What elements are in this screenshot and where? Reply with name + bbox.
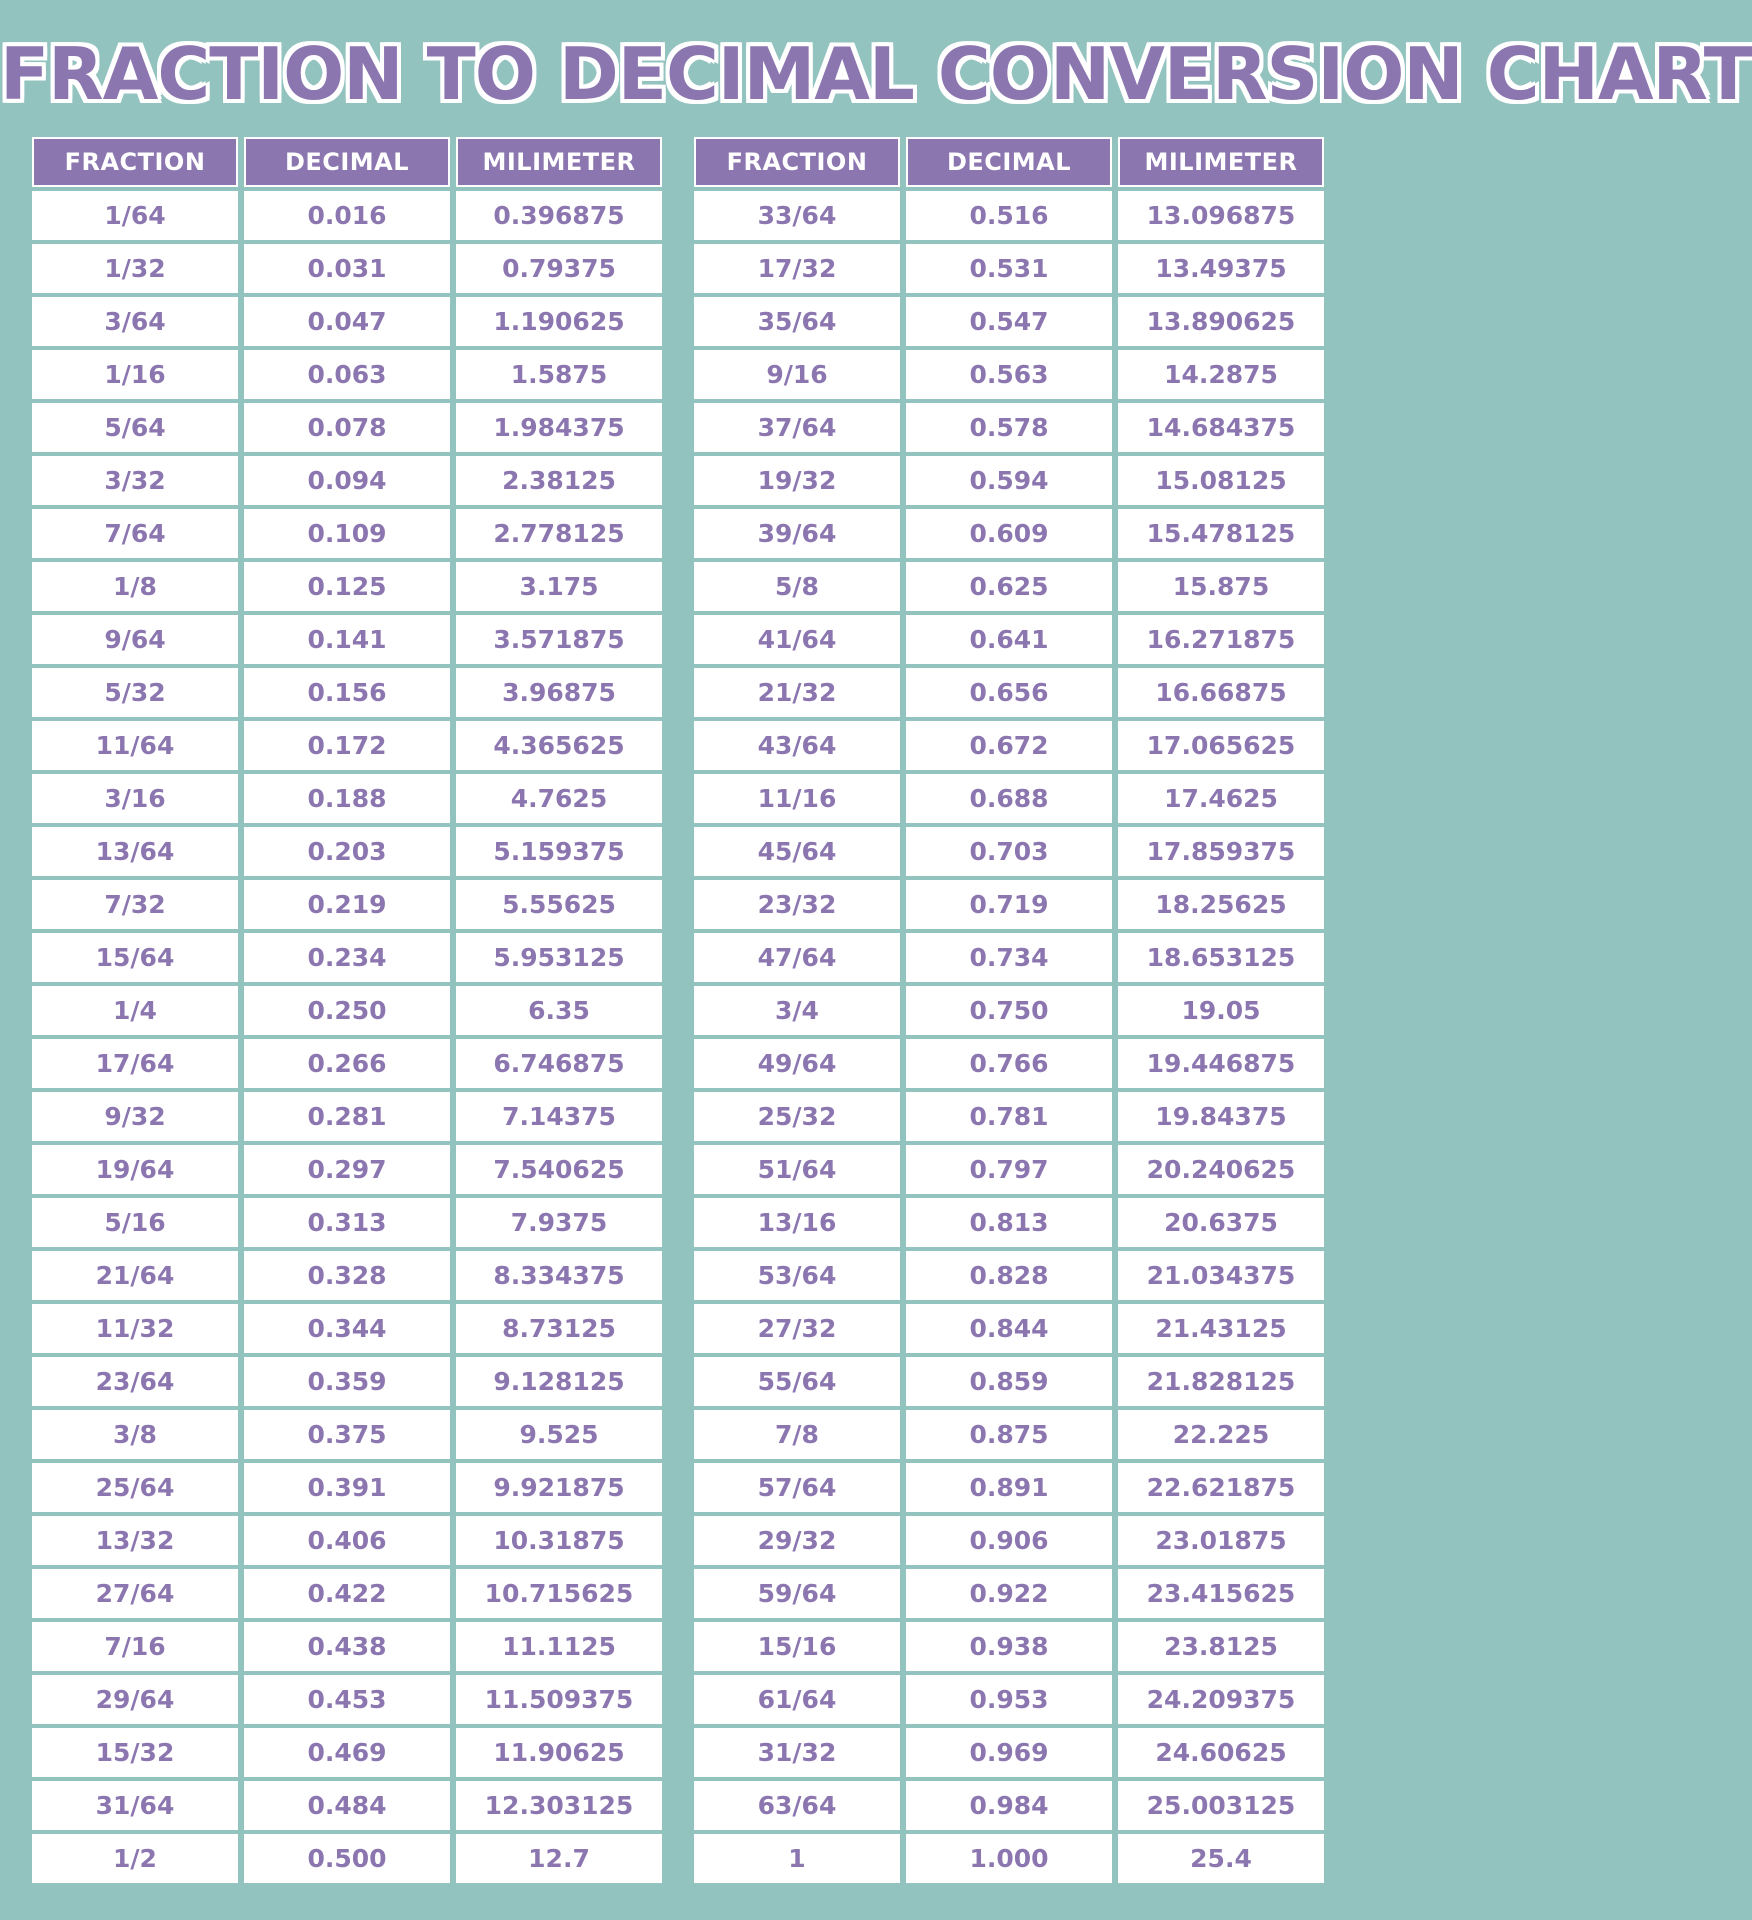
milimeter-cell: 10.715625: [456, 1569, 662, 1618]
table-row: [694, 509, 1324, 558]
decimal-cell: 0.781: [906, 1092, 1112, 1141]
table-row: [694, 1463, 1324, 1512]
table-row: [32, 1622, 662, 1671]
milimeter-cell: 13.49375: [1118, 244, 1324, 293]
milimeter-cell: 23.01875: [1118, 1516, 1324, 1565]
milimeter-cell: 15.875: [1118, 562, 1324, 611]
milimeter-cell: 6.746875: [456, 1039, 662, 1088]
fraction-cell: 11/32: [32, 1304, 238, 1353]
column-header-fraction: FRACTION: [32, 137, 238, 187]
table-row: [694, 191, 1324, 240]
table-row: [32, 1516, 662, 1565]
milimeter-cell: 13.890625: [1118, 297, 1324, 346]
table-row: [694, 986, 1324, 1035]
fraction-cell: 7/64: [32, 509, 238, 558]
decimal-cell: 0.344: [244, 1304, 450, 1353]
decimal-cell: 0.094: [244, 456, 450, 505]
conversion-table-left: [32, 137, 662, 1887]
milimeter-cell: 17.859375: [1118, 827, 1324, 876]
decimal-cell: 0.484: [244, 1781, 450, 1830]
decimal-cell: 0.375: [244, 1410, 450, 1459]
fraction-cell: 17/32: [694, 244, 900, 293]
fraction-cell: 15/64: [32, 933, 238, 982]
fraction-cell: 45/64: [694, 827, 900, 876]
decimal-cell: 0.453: [244, 1675, 450, 1724]
table-row: [694, 933, 1324, 982]
table-row: [32, 403, 662, 452]
decimal-cell: 0.031: [244, 244, 450, 293]
decimal-cell: 0.281: [244, 1092, 450, 1141]
table-row: [32, 721, 662, 770]
milimeter-cell: 1.190625: [456, 297, 662, 346]
decimal-cell: 0.906: [906, 1516, 1112, 1565]
table-row: [32, 1357, 662, 1406]
table-header-row: [694, 137, 1324, 187]
fraction-cell: 13/64: [32, 827, 238, 876]
table-row: [32, 297, 662, 346]
fraction-cell: 1/64: [32, 191, 238, 240]
decimal-cell: 0.078: [244, 403, 450, 452]
milimeter-cell: 24.60625: [1118, 1728, 1324, 1777]
decimal-cell: 0.359: [244, 1357, 450, 1406]
table-row: [694, 1622, 1324, 1671]
fraction-cell: 63/64: [694, 1781, 900, 1830]
table-row: [32, 986, 662, 1035]
milimeter-cell: 9.525: [456, 1410, 662, 1459]
decimal-cell: 0.734: [906, 933, 1112, 982]
fraction-cell: 7/16: [32, 1622, 238, 1671]
table-row: [694, 1781, 1324, 1830]
decimal-cell: 0.297: [244, 1145, 450, 1194]
milimeter-cell: 18.653125: [1118, 933, 1324, 982]
milimeter-cell: 7.14375: [456, 1092, 662, 1141]
decimal-cell: 0.188: [244, 774, 450, 823]
decimal-cell: 0.750: [906, 986, 1112, 1035]
decimal-cell: 0.672: [906, 721, 1112, 770]
fraction-cell: 9/16: [694, 350, 900, 399]
table-row: [694, 1569, 1324, 1618]
decimal-cell: 0.109: [244, 509, 450, 558]
milimeter-cell: 19.84375: [1118, 1092, 1324, 1141]
fraction-cell: 39/64: [694, 509, 900, 558]
fraction-cell: 17/64: [32, 1039, 238, 1088]
milimeter-cell: 11.1125: [456, 1622, 662, 1671]
fraction-cell: 55/64: [694, 1357, 900, 1406]
table-row: [32, 827, 662, 876]
fraction-cell: 19/32: [694, 456, 900, 505]
fraction-cell: 7/8: [694, 1410, 900, 1459]
table-row: [694, 668, 1324, 717]
milimeter-cell: 23.8125: [1118, 1622, 1324, 1671]
table-row: [32, 244, 662, 293]
fraction-cell: 19/64: [32, 1145, 238, 1194]
milimeter-cell: 23.415625: [1118, 1569, 1324, 1618]
table-header-row: [32, 137, 662, 187]
table-row: [694, 721, 1324, 770]
decimal-cell: 0.578: [906, 403, 1112, 452]
milimeter-cell: 11.509375: [456, 1675, 662, 1724]
table-row: [694, 350, 1324, 399]
decimal-cell: 0.313: [244, 1198, 450, 1247]
fraction-cell: 49/64: [694, 1039, 900, 1088]
fraction-cell: 21/32: [694, 668, 900, 717]
decimal-cell: 0.891: [906, 1463, 1112, 1512]
fraction-cell: 5/16: [32, 1198, 238, 1247]
fraction-cell: 27/64: [32, 1569, 238, 1618]
milimeter-cell: 3.571875: [456, 615, 662, 664]
table-row: [694, 456, 1324, 505]
decimal-cell: 0.828: [906, 1251, 1112, 1300]
decimal-cell: 0.641: [906, 615, 1112, 664]
table-row: [694, 1251, 1324, 1300]
decimal-cell: 0.141: [244, 615, 450, 664]
fraction-cell: 29/64: [32, 1675, 238, 1724]
decimal-cell: 0.266: [244, 1039, 450, 1088]
fraction-cell: 25/32: [694, 1092, 900, 1141]
milimeter-cell: 4.7625: [456, 774, 662, 823]
decimal-cell: 0.813: [906, 1198, 1112, 1247]
table-row: [694, 1516, 1324, 1565]
milimeter-cell: 0.79375: [456, 244, 662, 293]
decimal-cell: 0.328: [244, 1251, 450, 1300]
table-row: [32, 191, 662, 240]
fraction-cell: 47/64: [694, 933, 900, 982]
decimal-cell: 0.938: [906, 1622, 1112, 1671]
table-row: [694, 827, 1324, 876]
milimeter-cell: 7.540625: [456, 1145, 662, 1194]
table-row: [694, 1834, 1324, 1883]
fraction-cell: 1/2: [32, 1834, 238, 1883]
decimal-cell: 0.516: [906, 191, 1112, 240]
decimal-cell: 0.063: [244, 350, 450, 399]
decimal-cell: 0.391: [244, 1463, 450, 1512]
fraction-cell: 31/32: [694, 1728, 900, 1777]
decimal-cell: 0.125: [244, 562, 450, 611]
milimeter-cell: 22.225: [1118, 1410, 1324, 1459]
table-row: [32, 562, 662, 611]
decimal-cell: 0.609: [906, 509, 1112, 558]
column-header-milimeter: MILIMETER: [456, 137, 662, 187]
decimal-cell: 0.922: [906, 1569, 1112, 1618]
milimeter-cell: 9.921875: [456, 1463, 662, 1512]
table-row: [32, 1728, 662, 1777]
table-row: [32, 1781, 662, 1830]
milimeter-cell: 25.003125: [1118, 1781, 1324, 1830]
milimeter-cell: 3.175: [456, 562, 662, 611]
fraction-cell: 53/64: [694, 1251, 900, 1300]
milimeter-cell: 2.38125: [456, 456, 662, 505]
milimeter-cell: 20.6375: [1118, 1198, 1324, 1247]
table-row: [694, 1145, 1324, 1194]
decimal-cell: 0.766: [906, 1039, 1112, 1088]
fraction-cell: 23/64: [32, 1357, 238, 1406]
decimal-cell: 0.844: [906, 1304, 1112, 1353]
milimeter-cell: 19.05: [1118, 986, 1324, 1035]
milimeter-cell: 21.828125: [1118, 1357, 1324, 1406]
decimal-cell: 0.016: [244, 191, 450, 240]
milimeter-cell: 10.31875: [456, 1516, 662, 1565]
table-row: [32, 1039, 662, 1088]
fraction-cell: 13/16: [694, 1198, 900, 1247]
milimeter-cell: 17.065625: [1118, 721, 1324, 770]
milimeter-cell: 2.778125: [456, 509, 662, 558]
table-row: [32, 774, 662, 823]
table-row: [32, 1198, 662, 1247]
decimal-cell: 0.500: [244, 1834, 450, 1883]
table-row: [32, 350, 662, 399]
milimeter-cell: 12.7: [456, 1834, 662, 1883]
table-row: [32, 880, 662, 929]
decimal-cell: 0.172: [244, 721, 450, 770]
table-row: [694, 1357, 1324, 1406]
decimal-cell: 0.219: [244, 880, 450, 929]
milimeter-cell: 8.334375: [456, 1251, 662, 1300]
table-row: [32, 1410, 662, 1459]
decimal-cell: 0.797: [906, 1145, 1112, 1194]
milimeter-cell: 24.209375: [1118, 1675, 1324, 1724]
milimeter-cell: 18.25625: [1118, 880, 1324, 929]
decimal-cell: 0.953: [906, 1675, 1112, 1724]
milimeter-cell: 9.128125: [456, 1357, 662, 1406]
decimal-cell: 0.047: [244, 297, 450, 346]
table-row: [32, 456, 662, 505]
fraction-cell: 3/4: [694, 986, 900, 1035]
fraction-cell: 5/8: [694, 562, 900, 611]
fraction-cell: 25/64: [32, 1463, 238, 1512]
fraction-cell: 13/32: [32, 1516, 238, 1565]
table-row: [32, 1569, 662, 1618]
decimal-cell: 0.547: [906, 297, 1112, 346]
milimeter-cell: 13.096875: [1118, 191, 1324, 240]
fraction-cell: 1/8: [32, 562, 238, 611]
milimeter-cell: 4.365625: [456, 721, 662, 770]
decimal-cell: 0.250: [244, 986, 450, 1035]
table-row: [32, 615, 662, 664]
decimal-cell: 0.438: [244, 1622, 450, 1671]
fraction-cell: 1/16: [32, 350, 238, 399]
decimal-cell: 0.859: [906, 1357, 1112, 1406]
fraction-cell: 43/64: [694, 721, 900, 770]
table-row: [32, 1304, 662, 1353]
table-row: [694, 403, 1324, 452]
table-row: [694, 1675, 1324, 1724]
table-row: [32, 1251, 662, 1300]
fraction-cell: 11/64: [32, 721, 238, 770]
milimeter-cell: 12.303125: [456, 1781, 662, 1830]
chart-title: FRACTION TO DECIMAL CONVERSION CHART: [0, 32, 1752, 116]
milimeter-cell: 1.984375: [456, 403, 662, 452]
fraction-cell: 23/32: [694, 880, 900, 929]
fraction-cell: 33/64: [694, 191, 900, 240]
milimeter-cell: 5.55625: [456, 880, 662, 929]
column-header-fraction: FRACTION: [694, 137, 900, 187]
column-header-decimal: DECIMAL: [906, 137, 1112, 187]
column-header-decimal: DECIMAL: [244, 137, 450, 187]
fraction-cell: 41/64: [694, 615, 900, 664]
milimeter-cell: 16.66875: [1118, 668, 1324, 717]
fraction-cell: 7/32: [32, 880, 238, 929]
fraction-cell: 27/32: [694, 1304, 900, 1353]
decimal-cell: 0.969: [906, 1728, 1112, 1777]
table-row: [694, 1092, 1324, 1141]
decimal-cell: 0.656: [906, 668, 1112, 717]
decimal-cell: 1.000: [906, 1834, 1112, 1883]
milimeter-cell: 21.034375: [1118, 1251, 1324, 1300]
table-row: [32, 933, 662, 982]
fraction-cell: 9/32: [32, 1092, 238, 1141]
fraction-cell: 9/64: [32, 615, 238, 664]
table-row: [694, 244, 1324, 293]
table-row: [694, 1728, 1324, 1777]
table-row: [32, 668, 662, 717]
table-row: [694, 562, 1324, 611]
milimeter-cell: 17.4625: [1118, 774, 1324, 823]
decimal-cell: 0.422: [244, 1569, 450, 1618]
milimeter-cell: 3.96875: [456, 668, 662, 717]
table-row: [694, 615, 1324, 664]
table-row: [694, 880, 1324, 929]
fraction-cell: 1/32: [32, 244, 238, 293]
milimeter-cell: 22.621875: [1118, 1463, 1324, 1512]
milimeter-cell: 19.446875: [1118, 1039, 1324, 1088]
decimal-cell: 0.469: [244, 1728, 450, 1777]
milimeter-cell: 5.953125: [456, 933, 662, 982]
fraction-cell: 29/32: [694, 1516, 900, 1565]
milimeter-cell: 21.43125: [1118, 1304, 1324, 1353]
decimal-cell: 0.875: [906, 1410, 1112, 1459]
table-row: [694, 1304, 1324, 1353]
fraction-cell: 21/64: [32, 1251, 238, 1300]
milimeter-cell: 5.159375: [456, 827, 662, 876]
milimeter-cell: 11.90625: [456, 1728, 662, 1777]
fraction-cell: 61/64: [694, 1675, 900, 1724]
fraction-cell: 31/64: [32, 1781, 238, 1830]
decimal-cell: 0.719: [906, 880, 1112, 929]
table-row: [32, 509, 662, 558]
table-row: [694, 297, 1324, 346]
decimal-cell: 0.563: [906, 350, 1112, 399]
fraction-cell: 3/16: [32, 774, 238, 823]
milimeter-cell: 6.35: [456, 986, 662, 1035]
conversion-table-right: [694, 137, 1324, 1887]
table-row: [32, 1145, 662, 1194]
fraction-cell: 1: [694, 1834, 900, 1883]
fraction-cell: 11/16: [694, 774, 900, 823]
decimal-cell: 0.594: [906, 456, 1112, 505]
decimal-cell: 0.156: [244, 668, 450, 717]
milimeter-cell: 16.271875: [1118, 615, 1324, 664]
fraction-cell: 37/64: [694, 403, 900, 452]
table-row: [32, 1675, 662, 1724]
fraction-cell: 1/4: [32, 986, 238, 1035]
fraction-cell: 51/64: [694, 1145, 900, 1194]
fraction-cell: 5/32: [32, 668, 238, 717]
milimeter-cell: 20.240625: [1118, 1145, 1324, 1194]
decimal-cell: 0.234: [244, 933, 450, 982]
column-header-milimeter: MILIMETER: [1118, 137, 1324, 187]
decimal-cell: 0.531: [906, 244, 1112, 293]
milimeter-cell: 15.478125: [1118, 509, 1324, 558]
milimeter-cell: 8.73125: [456, 1304, 662, 1353]
milimeter-cell: 1.5875: [456, 350, 662, 399]
fraction-cell: 15/32: [32, 1728, 238, 1777]
milimeter-cell: 14.684375: [1118, 403, 1324, 452]
table-row: [694, 1410, 1324, 1459]
table-row: [32, 1463, 662, 1512]
milimeter-cell: 15.08125: [1118, 456, 1324, 505]
table-row: [694, 774, 1324, 823]
fraction-cell: 59/64: [694, 1569, 900, 1618]
decimal-cell: 0.406: [244, 1516, 450, 1565]
fraction-cell: 35/64: [694, 297, 900, 346]
decimal-cell: 0.688: [906, 774, 1112, 823]
milimeter-cell: 14.2875: [1118, 350, 1324, 399]
fraction-cell: 3/64: [32, 297, 238, 346]
table-row: [32, 1092, 662, 1141]
milimeter-cell: 25.4: [1118, 1834, 1324, 1883]
decimal-cell: 0.203: [244, 827, 450, 876]
decimal-cell: 0.984: [906, 1781, 1112, 1830]
milimeter-cell: 7.9375: [456, 1198, 662, 1247]
decimal-cell: 0.625: [906, 562, 1112, 611]
milimeter-cell: 0.396875: [456, 191, 662, 240]
fraction-cell: 5/64: [32, 403, 238, 452]
fraction-cell: 57/64: [694, 1463, 900, 1512]
table-row: [32, 1834, 662, 1883]
table-row: [694, 1198, 1324, 1247]
fraction-cell: 3/32: [32, 456, 238, 505]
fraction-cell: 3/8: [32, 1410, 238, 1459]
table-row: [694, 1039, 1324, 1088]
decimal-cell: 0.703: [906, 827, 1112, 876]
fraction-cell: 15/16: [694, 1622, 900, 1671]
